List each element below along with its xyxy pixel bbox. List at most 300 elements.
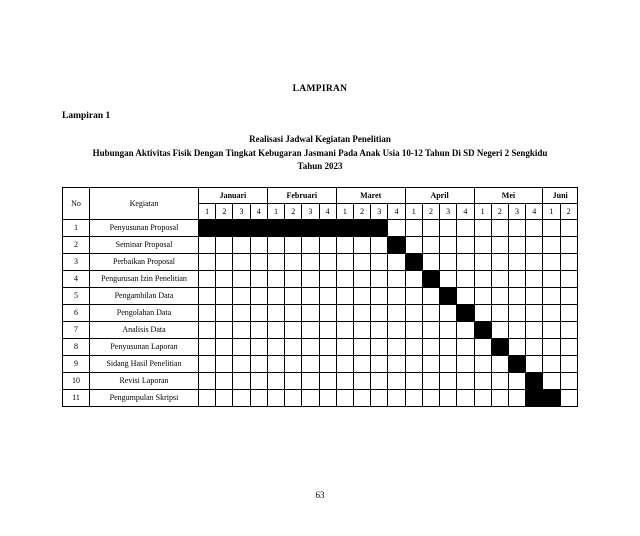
header-week-2-2: 3 [371, 203, 388, 219]
lampiran-heading: LAMPIRAN [292, 84, 348, 94]
schedule-cell-r10-w5 [267, 372, 284, 389]
title-line-1: Realisasi Jadwal Kegiatan Penelitian [249, 134, 391, 144]
row-activity-label: Analisis Data [90, 321, 199, 338]
schedule-cell-r2-w11 [371, 236, 388, 253]
header-month-juni: Juni [543, 187, 578, 203]
schedule-cell-r6-w5 [267, 304, 284, 321]
schedule-cell-r2-w21 [543, 236, 560, 253]
schedule-cell-r3-w17 [474, 253, 491, 270]
schedule-cell-r2-w3 [233, 236, 250, 253]
schedule-cell-r6-w14 [422, 304, 439, 321]
schedule-cell-r5-w22 [560, 287, 577, 304]
header-week-3-0: 1 [405, 203, 422, 219]
schedule-cell-r1-w18 [491, 219, 508, 236]
table-row [63, 372, 578, 389]
header-month-maret: Maret [336, 187, 405, 203]
schedule-cell-r8-w18 [491, 338, 508, 355]
schedule-cell-r9-w21 [543, 355, 560, 372]
schedule-cell-r8-w9 [336, 338, 353, 355]
schedule-cell-r4-w15 [440, 270, 457, 287]
schedule-cell-r8-w22 [560, 338, 577, 355]
schedule-cell-r8-w15 [440, 338, 457, 355]
schedule-cell-r10-w11 [371, 372, 388, 389]
header-week-0-1: 2 [216, 203, 233, 219]
schedule-cell-r9-w11 [371, 355, 388, 372]
row-number: 2 [63, 236, 90, 253]
schedule-cell-r7-w14 [422, 321, 439, 338]
schedule-cell-r2-w6 [285, 236, 302, 253]
schedule-cell-r6-w6 [285, 304, 302, 321]
schedule-cell-r3-w16 [457, 253, 474, 270]
schedule-cell-r4-w19 [508, 270, 525, 287]
schedule-cell-r5-w11 [371, 287, 388, 304]
schedule-cell-r9-w1 [199, 355, 216, 372]
schedule-cell-r1-w16 [457, 219, 474, 236]
header-week-3-2: 3 [440, 203, 457, 219]
schedule-cell-r5-w14 [422, 287, 439, 304]
schedule-cell-r1-w4 [250, 219, 267, 236]
schedule-cell-r2-w19 [508, 236, 525, 253]
schedule-cell-r3-w2 [216, 253, 233, 270]
schedule-cell-r8-w20 [526, 338, 543, 355]
schedule-cell-r8-w3 [233, 338, 250, 355]
schedule-cell-r4-w13 [405, 270, 422, 287]
schedule-cell-r4-w16 [457, 270, 474, 287]
row-activity-label: Pengambilan Data [90, 287, 199, 304]
schedule-cell-r8-w1 [199, 338, 216, 355]
month-header-row [63, 187, 578, 203]
schedule-cell-r6-w10 [353, 304, 370, 321]
page-number: 63 [315, 490, 325, 500]
header-week-2-1: 2 [353, 203, 370, 219]
header-week-2-0: 1 [336, 203, 353, 219]
schedule-cell-r2-w5 [267, 236, 284, 253]
schedule-cell-r9-w9 [336, 355, 353, 372]
schedule-cell-r2-w14 [422, 236, 439, 253]
schedule-cell-r10-w21 [543, 372, 560, 389]
schedule-cell-r2-w7 [302, 236, 319, 253]
schedule-cell-r5-w19 [508, 287, 525, 304]
header-week-0-3: 4 [250, 203, 267, 219]
document-title [0, 133, 640, 174]
schedule-cell-r5-w7 [302, 287, 319, 304]
row-activity-label: Pengurusan Izin Penelitian [90, 270, 199, 287]
schedule-cell-r7-w5 [267, 321, 284, 338]
schedule-cell-r1-w10 [353, 219, 370, 236]
schedule-cell-r1-w17 [474, 219, 491, 236]
schedule-cell-r8-w2 [216, 338, 233, 355]
schedule-cell-r4-w7 [302, 270, 319, 287]
schedule-cell-r8-w13 [405, 338, 422, 355]
schedule-cell-r4-w12 [388, 270, 405, 287]
row-number: 6 [63, 304, 90, 321]
schedule-cell-r3-w9 [336, 253, 353, 270]
row-number: 11 [63, 389, 90, 406]
schedule-cell-r3-w6 [285, 253, 302, 270]
schedule-cell-r10-w14 [422, 372, 439, 389]
schedule-cell-r6-w12 [388, 304, 405, 321]
header-week-0-2: 3 [233, 203, 250, 219]
schedule-cell-r2-w12 [388, 236, 405, 253]
schedule-cell-r5-w18 [491, 287, 508, 304]
schedule-cell-r5-w21 [543, 287, 560, 304]
schedule-cell-r1-w14 [422, 219, 439, 236]
schedule-cell-r11-w10 [353, 389, 370, 406]
table-row [63, 253, 578, 270]
schedule-cell-r5-w17 [474, 287, 491, 304]
schedule-cell-r4-w21 [543, 270, 560, 287]
schedule-cell-r2-w8 [319, 236, 336, 253]
schedule-cell-r2-w4 [250, 236, 267, 253]
schedule-cell-r2-w15 [440, 236, 457, 253]
schedule-cell-r3-w18 [491, 253, 508, 270]
schedule-cell-r3-w15 [440, 253, 457, 270]
schedule-cell-r6-w15 [440, 304, 457, 321]
schedule-cell-r10-w13 [405, 372, 422, 389]
schedule-cell-r8-w17 [474, 338, 491, 355]
schedule-cell-r11-w18 [491, 389, 508, 406]
schedule-cell-r7-w22 [560, 321, 577, 338]
schedule-cell-r1-w7 [302, 219, 319, 236]
schedule-cell-r9-w14 [422, 355, 439, 372]
schedule-cell-r7-w4 [250, 321, 267, 338]
header-week-0-0: 1 [199, 203, 216, 219]
schedule-cell-r10-w1 [199, 372, 216, 389]
schedule-cell-r1-w13 [405, 219, 422, 236]
schedule-cell-r7-w1 [199, 321, 216, 338]
schedule-cell-r3-w11 [371, 253, 388, 270]
schedule-cell-r2-w22 [560, 236, 577, 253]
schedule-cell-r10-w3 [233, 372, 250, 389]
schedule-cell-r9-w22 [560, 355, 577, 372]
schedule-cell-r7-w9 [336, 321, 353, 338]
schedule-cell-r10-w19 [508, 372, 525, 389]
schedule-cell-r5-w8 [319, 287, 336, 304]
schedule-cell-r9-w6 [285, 355, 302, 372]
header-week-1-1: 2 [285, 203, 302, 219]
row-activity-label: Pengolahan Data [90, 304, 199, 321]
schedule-cell-r7-w16 [457, 321, 474, 338]
schedule-cell-r9-w4 [250, 355, 267, 372]
schedule-cell-r7-w21 [543, 321, 560, 338]
schedule-cell-r1-w8 [319, 219, 336, 236]
row-number: 8 [63, 338, 90, 355]
header-week-1-0: 1 [267, 203, 284, 219]
header-week-4-1: 2 [491, 203, 508, 219]
schedule-table [62, 187, 578, 407]
schedule-cell-r4-w5 [267, 270, 284, 287]
schedule-cell-r1-w1 [199, 219, 216, 236]
schedule-cell-r11-w12 [388, 389, 405, 406]
schedule-cell-r10-w9 [336, 372, 353, 389]
row-number: 7 [63, 321, 90, 338]
table-row [63, 287, 578, 304]
schedule-cell-r9-w15 [440, 355, 457, 372]
schedule-cell-r9-w8 [319, 355, 336, 372]
schedule-cell-r1-w9 [336, 219, 353, 236]
schedule-cell-r11-w8 [319, 389, 336, 406]
header-week-2-3: 4 [388, 203, 405, 219]
schedule-cell-r8-w10 [353, 338, 370, 355]
schedule-cell-r6-w16 [457, 304, 474, 321]
schedule-cell-r4-w14 [422, 270, 439, 287]
schedule-cell-r6-w7 [302, 304, 319, 321]
schedule-cell-r7-w12 [388, 321, 405, 338]
schedule-cell-r8-w19 [508, 338, 525, 355]
schedule-cell-r3-w14 [422, 253, 439, 270]
schedule-cell-r11-w15 [440, 389, 457, 406]
schedule-cell-r1-w15 [440, 219, 457, 236]
schedule-cell-r5-w5 [267, 287, 284, 304]
schedule-cell-r11-w11 [371, 389, 388, 406]
schedule-cell-r2-w9 [336, 236, 353, 253]
schedule-cell-r11-w6 [285, 389, 302, 406]
schedule-cell-r9-w12 [388, 355, 405, 372]
schedule-cell-r11-w16 [457, 389, 474, 406]
schedule-cell-r5-w3 [233, 287, 250, 304]
schedule-table-body [63, 219, 578, 406]
schedule-cell-r10-w18 [491, 372, 508, 389]
row-activity-label: Perbaikan Proposal [90, 253, 199, 270]
schedule-cell-r10-w6 [285, 372, 302, 389]
schedule-cell-r2-w20 [526, 236, 543, 253]
header-month-februari: Februari [267, 187, 336, 203]
schedule-cell-r1-w2 [216, 219, 233, 236]
row-number: 5 [63, 287, 90, 304]
schedule-cell-r6-w17 [474, 304, 491, 321]
schedule-cell-r2-w1 [199, 236, 216, 253]
schedule-cell-r8-w11 [371, 338, 388, 355]
schedule-cell-r9-w16 [457, 355, 474, 372]
table-row [63, 389, 578, 406]
header-week-5-1: 2 [560, 203, 577, 219]
schedule-cell-r1-w5 [267, 219, 284, 236]
schedule-cell-r10-w10 [353, 372, 370, 389]
schedule-cell-r5-w1 [199, 287, 216, 304]
schedule-table-head [63, 187, 578, 219]
schedule-cell-r11-w1 [199, 389, 216, 406]
header-month-april: April [405, 187, 474, 203]
schedule-cell-r6-w8 [319, 304, 336, 321]
schedule-cell-r4-w9 [336, 270, 353, 287]
schedule-cell-r7-w15 [440, 321, 457, 338]
schedule-cell-r2-w13 [405, 236, 422, 253]
schedule-cell-r2-w18 [491, 236, 508, 253]
schedule-cell-r6-w20 [526, 304, 543, 321]
schedule-cell-r5-w6 [285, 287, 302, 304]
schedule-cell-r1-w20 [526, 219, 543, 236]
schedule-cell-r1-w21 [543, 219, 560, 236]
schedule-cell-r2-w16 [457, 236, 474, 253]
schedule-cell-r4-w3 [233, 270, 250, 287]
table-row [63, 219, 578, 236]
schedule-cell-r4-w2 [216, 270, 233, 287]
schedule-cell-r1-w3 [233, 219, 250, 236]
schedule-cell-r9-w17 [474, 355, 491, 372]
schedule-cell-r5-w9 [336, 287, 353, 304]
header-week-1-3: 4 [319, 203, 336, 219]
schedule-cell-r8-w6 [285, 338, 302, 355]
row-activity-label: Seminar Proposal [90, 236, 199, 253]
row-number: 9 [63, 355, 90, 372]
schedule-cell-r11-w13 [405, 389, 422, 406]
header-month-januari: Januari [199, 187, 268, 203]
schedule-cell-r3-w7 [302, 253, 319, 270]
header-week-4-3: 4 [526, 203, 543, 219]
schedule-cell-r6-w11 [371, 304, 388, 321]
schedule-cell-r5-w16 [457, 287, 474, 304]
schedule-cell-r5-w15 [440, 287, 457, 304]
row-activity-label: Penyusunan Laporan [90, 338, 199, 355]
schedule-cell-r3-w5 [267, 253, 284, 270]
schedule-cell-r3-w4 [250, 253, 267, 270]
header-week-1-2: 3 [302, 203, 319, 219]
schedule-cell-r1-w12 [388, 219, 405, 236]
header-week-3-3: 4 [457, 203, 474, 219]
schedule-cell-r9-w10 [353, 355, 370, 372]
schedule-cell-r10-w17 [474, 372, 491, 389]
schedule-cell-r7-w17 [474, 321, 491, 338]
schedule-table-wrapper [0, 187, 640, 407]
schedule-cell-r2-w17 [474, 236, 491, 253]
schedule-cell-r4-w18 [491, 270, 508, 287]
schedule-cell-r10-w12 [388, 372, 405, 389]
schedule-cell-r11-w9 [336, 389, 353, 406]
schedule-cell-r6-w4 [250, 304, 267, 321]
schedule-cell-r3-w20 [526, 253, 543, 270]
schedule-cell-r3-w19 [508, 253, 525, 270]
schedule-cell-r10-w20 [526, 372, 543, 389]
schedule-cell-r9-w3 [233, 355, 250, 372]
schedule-cell-r4-w10 [353, 270, 370, 287]
schedule-cell-r9-w19 [508, 355, 525, 372]
schedule-cell-r9-w20 [526, 355, 543, 372]
schedule-cell-r8-w12 [388, 338, 405, 355]
row-activity-label: Sidang Hasil Penelitian [90, 355, 199, 372]
schedule-cell-r7-w10 [353, 321, 370, 338]
schedule-cell-r5-w20 [526, 287, 543, 304]
schedule-cell-r9-w18 [491, 355, 508, 372]
schedule-cell-r11-w3 [233, 389, 250, 406]
schedule-cell-r8-w21 [543, 338, 560, 355]
schedule-cell-r5-w4 [250, 287, 267, 304]
header-month-mei: Mei [474, 187, 543, 203]
schedule-cell-r2-w2 [216, 236, 233, 253]
schedule-cell-r7-w8 [319, 321, 336, 338]
row-activity-label: Penyusunan Proposal [90, 219, 199, 236]
schedule-cell-r7-w2 [216, 321, 233, 338]
schedule-cell-r10-w22 [560, 372, 577, 389]
title-line-3: Tahun 2023 [297, 161, 343, 171]
schedule-cell-r4-w6 [285, 270, 302, 287]
header-week-4-0: 1 [474, 203, 491, 219]
schedule-cell-r3-w21 [543, 253, 560, 270]
schedule-cell-r7-w19 [508, 321, 525, 338]
schedule-cell-r6-w21 [543, 304, 560, 321]
schedule-cell-r1-w22 [560, 219, 577, 236]
schedule-cell-r4-w4 [250, 270, 267, 287]
schedule-cell-r10-w8 [319, 372, 336, 389]
row-activity-label: Pengumpulan Skripsi [90, 389, 199, 406]
schedule-cell-r2-w10 [353, 236, 370, 253]
schedule-cell-r1-w11 [371, 219, 388, 236]
schedule-cell-r7-w18 [491, 321, 508, 338]
schedule-cell-r11-w22 [560, 389, 577, 406]
schedule-cell-r8-w8 [319, 338, 336, 355]
table-row [63, 321, 578, 338]
schedule-cell-r7-w7 [302, 321, 319, 338]
schedule-cell-r1-w6 [285, 219, 302, 236]
schedule-cell-r11-w21 [543, 389, 560, 406]
schedule-cell-r11-w17 [474, 389, 491, 406]
schedule-cell-r1-w19 [508, 219, 525, 236]
schedule-cell-r6-w3 [233, 304, 250, 321]
schedule-cell-r11-w2 [216, 389, 233, 406]
schedule-cell-r6-w13 [405, 304, 422, 321]
schedule-cell-r4-w1 [199, 270, 216, 287]
schedule-cell-r8-w16 [457, 338, 474, 355]
table-row [63, 270, 578, 287]
schedule-cell-r4-w8 [319, 270, 336, 287]
schedule-cell-r7-w11 [371, 321, 388, 338]
schedule-cell-r5-w10 [353, 287, 370, 304]
row-number: 1 [63, 219, 90, 236]
schedule-cell-r10-w15 [440, 372, 457, 389]
schedule-cell-r6-w22 [560, 304, 577, 321]
schedule-cell-r11-w5 [267, 389, 284, 406]
schedule-cell-r10-w2 [216, 372, 233, 389]
schedule-cell-r9-w2 [216, 355, 233, 372]
title-line-2: Hubungan Aktivitas Fisik Dengan Tingkat Kebugaran Jasmani Pada Anak Usia 10-12 Tahun Di SD Negeri 2 Sengkidu [92, 147, 548, 158]
schedule-cell-r10-w16 [457, 372, 474, 389]
schedule-cell-r3-w12 [388, 253, 405, 270]
schedule-cell-r10-w7 [302, 372, 319, 389]
schedule-cell-r11-w20 [526, 389, 543, 406]
schedule-cell-r4-w11 [371, 270, 388, 287]
header-week-3-1: 2 [422, 203, 439, 219]
row-number: 3 [63, 253, 90, 270]
schedule-cell-r6-w9 [336, 304, 353, 321]
schedule-cell-r11-w14 [422, 389, 439, 406]
schedule-cell-r3-w1 [199, 253, 216, 270]
header-kegiatan: Kegiatan [90, 187, 199, 219]
schedule-cell-r4-w20 [526, 270, 543, 287]
schedule-cell-r8-w14 [422, 338, 439, 355]
schedule-cell-r6-w18 [491, 304, 508, 321]
schedule-cell-r9-w13 [405, 355, 422, 372]
schedule-cell-r7-w3 [233, 321, 250, 338]
schedule-cell-r8-w5 [267, 338, 284, 355]
schedule-cell-r3-w13 [405, 253, 422, 270]
schedule-cell-r11-w7 [302, 389, 319, 406]
schedule-cell-r5-w12 [388, 287, 405, 304]
schedule-cell-r5-w13 [405, 287, 422, 304]
table-row [63, 338, 578, 355]
schedule-cell-r3-w10 [353, 253, 370, 270]
schedule-cell-r3-w22 [560, 253, 577, 270]
row-number: 4 [63, 270, 90, 287]
header-week-4-2: 3 [508, 203, 525, 219]
row-number: 10 [63, 372, 90, 389]
schedule-cell-r11-w4 [250, 389, 267, 406]
table-row [63, 355, 578, 372]
schedule-cell-r9-w7 [302, 355, 319, 372]
row-activity-label: Revisi Laporan [90, 372, 199, 389]
schedule-cell-r3-w3 [233, 253, 250, 270]
schedule-cell-r8-w7 [302, 338, 319, 355]
header-no: No [63, 187, 90, 219]
schedule-cell-r7-w6 [285, 321, 302, 338]
